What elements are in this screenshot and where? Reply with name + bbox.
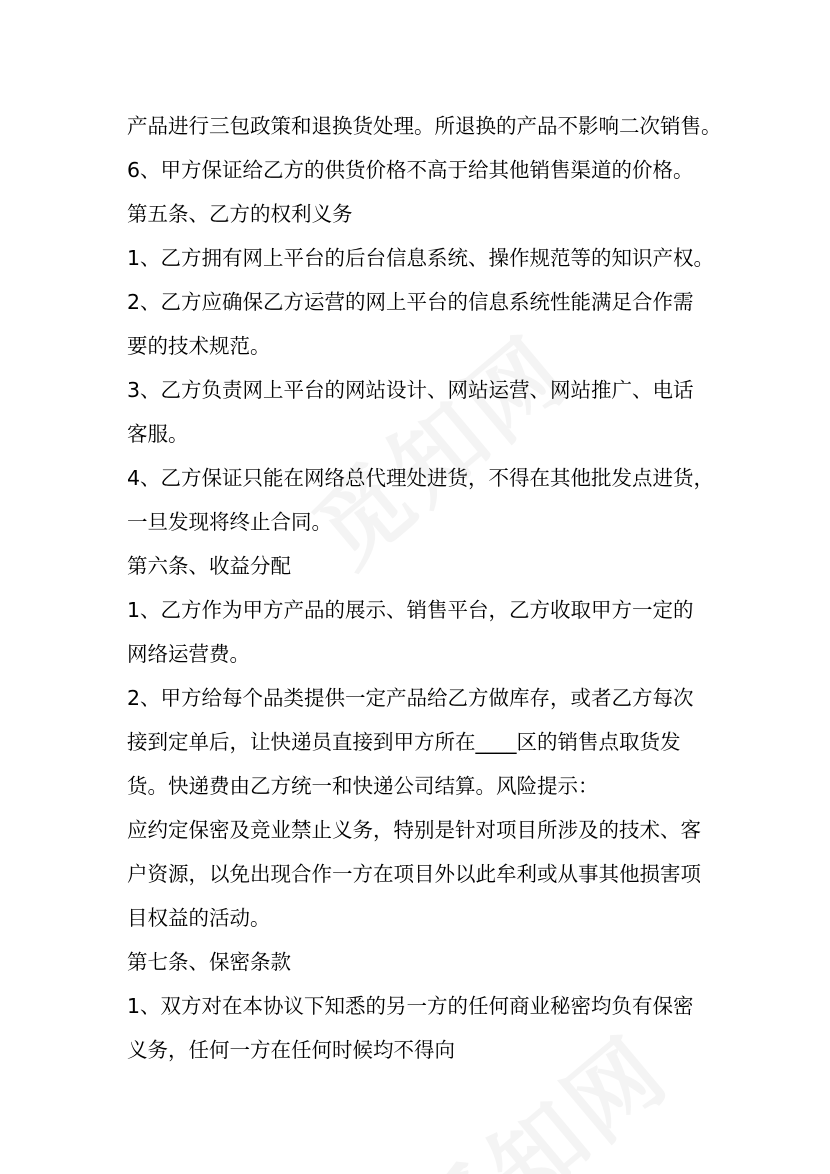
text-line: 目权益的活动。 — [127, 906, 271, 930]
section-heading: 第五条、乙方的权利义务 — [127, 202, 353, 226]
text-line: 网络运营费。 — [127, 642, 250, 666]
text-line: 3、乙方负责网上平台的网站设计、网站运营、网站推广、电话 — [127, 378, 694, 402]
text-line: 一旦发现将终止合同。 — [127, 510, 332, 534]
text-line: 1、乙方拥有网上平台的后台信息系统、操作规范等的知识产权。 — [127, 246, 715, 270]
document-body — [127, 104, 727, 1072]
text-line: 货。快递费由乙方统一和快递公司结算。风险提示： — [127, 774, 599, 798]
text-line: 1、双方对在本协议下知悉的另一方的任何商业秘密均负有保密 — [127, 994, 694, 1018]
text-line: 客服。 — [127, 422, 189, 446]
section-heading: 第六条、收益分配 — [127, 554, 291, 578]
text-line: 产品进行三包政策和退换货处理。所退换的产品不影响二次销售。 — [127, 114, 722, 138]
text-line: 2、甲方给每个品类提供一定产品给乙方做库存，或者乙方每次 — [127, 686, 694, 710]
text-line: 要的技术规范。 — [127, 334, 271, 358]
text-line: 接到定单后，让快递员直接到甲方所在____区的销售点取货发 — [127, 730, 681, 754]
text-line: 4、乙方保证只能在网络总代理处进货，不得在其他批发点进货， — [127, 466, 715, 490]
text-line: 6、甲方保证给乙方的供货价格不高于给其他销售渠道的价格。 — [127, 158, 694, 182]
text-line: 应约定保密及竞业禁止义务，特别是针对项目所涉及的技术、客 — [127, 818, 701, 842]
text-line: 1、乙方作为甲方产品的展示、销售平台，乙方收取甲方一定的 — [127, 598, 694, 622]
text-line: 户资源，以免出现合作一方在项目外以此牟利或从事其他损害项 — [127, 862, 701, 886]
text-line: 2、乙方应确保乙方运营的网上平台的信息系统性能满足合作需 — [127, 290, 694, 314]
section-heading: 第七条、保密条款 — [127, 950, 291, 974]
text-line: 义务，任何一方在任何时候均不得向 — [127, 1038, 455, 1062]
